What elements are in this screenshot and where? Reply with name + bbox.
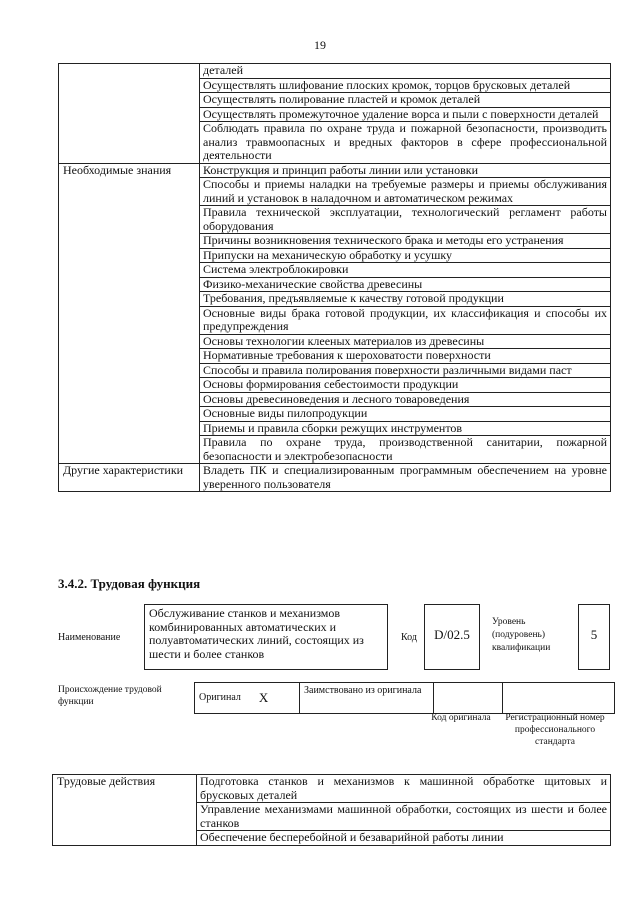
origin-reg-cell [503,683,615,714]
row-item: Нормативные требования к шероховатости поверхности [200,349,611,364]
page-number: 19 [314,38,326,52]
row-item: Приемы и правила сборки режущих инструментов [200,421,611,436]
table-row [59,464,611,492]
row-item: Припуски на механическую обработку и усушку [200,248,611,263]
row-item: Осуществлять промежуточное удаление ворса и пыли с поверхности деталей [200,107,611,122]
reg-caption: Регистрационный номер профессионального стандарта [505,713,605,747]
row-item: Причины возникновения технического брака и методы его устранения [200,234,611,249]
row-label: Другие характеристики [59,464,200,492]
level-value: 5 [578,604,610,670]
action-item: Обеспечение бесперебойной и безаварийной работы линии [197,831,611,846]
name-label: Наименование [58,632,121,643]
code-caption: Код оригинала [431,713,491,723]
section-title: 3.4.2. Трудовая функция [58,576,201,591]
actions-table [52,774,611,846]
row-label: Необходимые знания [59,163,200,464]
function-header [58,602,618,682]
action-item: Подготовка станков и механизмов к машинной обработке щитовых и брусковых деталей [197,775,611,803]
row-item: Способы и приемы наладки на требуемые размеры и приемы обслуживания линий и установок в наладочном и автоматическом режимах [200,178,611,206]
actions-label: Трудовые действия [53,775,197,846]
row-item: Физико-механические свойства древесины [200,277,611,292]
row-item: Основы технологии клееных материалов из древесины [200,334,611,349]
action-item: Управление механизмами машинной обработки, состоящих из шести и более станков [197,803,611,831]
row-item: деталей [200,64,611,79]
row-label [59,64,200,164]
row-item: Основы формирования себестоимости продукции [200,378,611,393]
row-item: Основы древесиноведения и лесного товароведения [200,392,611,407]
table-row [59,64,611,79]
row-item: Способы и правила полирования поверхности различными видами паст [200,363,611,378]
borrowed-cell: Заимствовано из оригинала [300,683,434,714]
code-value: D/02.5 [424,604,480,670]
level-label: Уровень (подуровень) квалификации [492,617,551,653]
table-row [59,163,611,178]
row-item: Соблюдать правила по охране труда и пожарной безопасности, производить анализ травмоопасных и вредных факторов в сфере профессиональной деятельности [200,122,611,164]
name-value: Обслуживание станков и механизмов комбинированных автоматических и полуавтоматических линий, состоящих из шести и более станков [144,604,388,670]
row-item: Владеть ПК и специализированным программным обеспечением на уровне уверенного пользователя [200,464,611,492]
skills-table [58,63,611,492]
row-item: Система электроблокировки [200,263,611,278]
row-item: Основные виды брака готовой продукции, их классификация и способы их предупреждения [200,306,611,334]
row-item: Конструкция и принцип работы линии или установки [200,163,611,178]
original-label: Оригинал [199,691,241,703]
row-item: Основные виды пилопродукции [200,407,611,422]
row-item: Требования, предъявляемые к качеству готовой продукции [200,292,611,307]
original-mark: X [258,689,269,705]
origin-code-cell [434,683,503,714]
row-item: Правила по охране труда, производственной санитарии, пожарной безопасности и электробезопасности [200,436,611,464]
origin-label: Происхождение трудовой функции [58,685,162,707]
original-cell [195,683,300,714]
row-item: Осуществлять шлифование плоских кромок, торцов брусковых деталей [200,78,611,93]
row-item: Правила технической эксплуатации, технологический регламент работы оборудования [200,206,611,234]
table-row [53,775,611,803]
origin-table [194,682,615,714]
row-item: Осуществлять полирование пластей и кромок деталей [200,93,611,108]
code-label: Код [401,632,417,643]
